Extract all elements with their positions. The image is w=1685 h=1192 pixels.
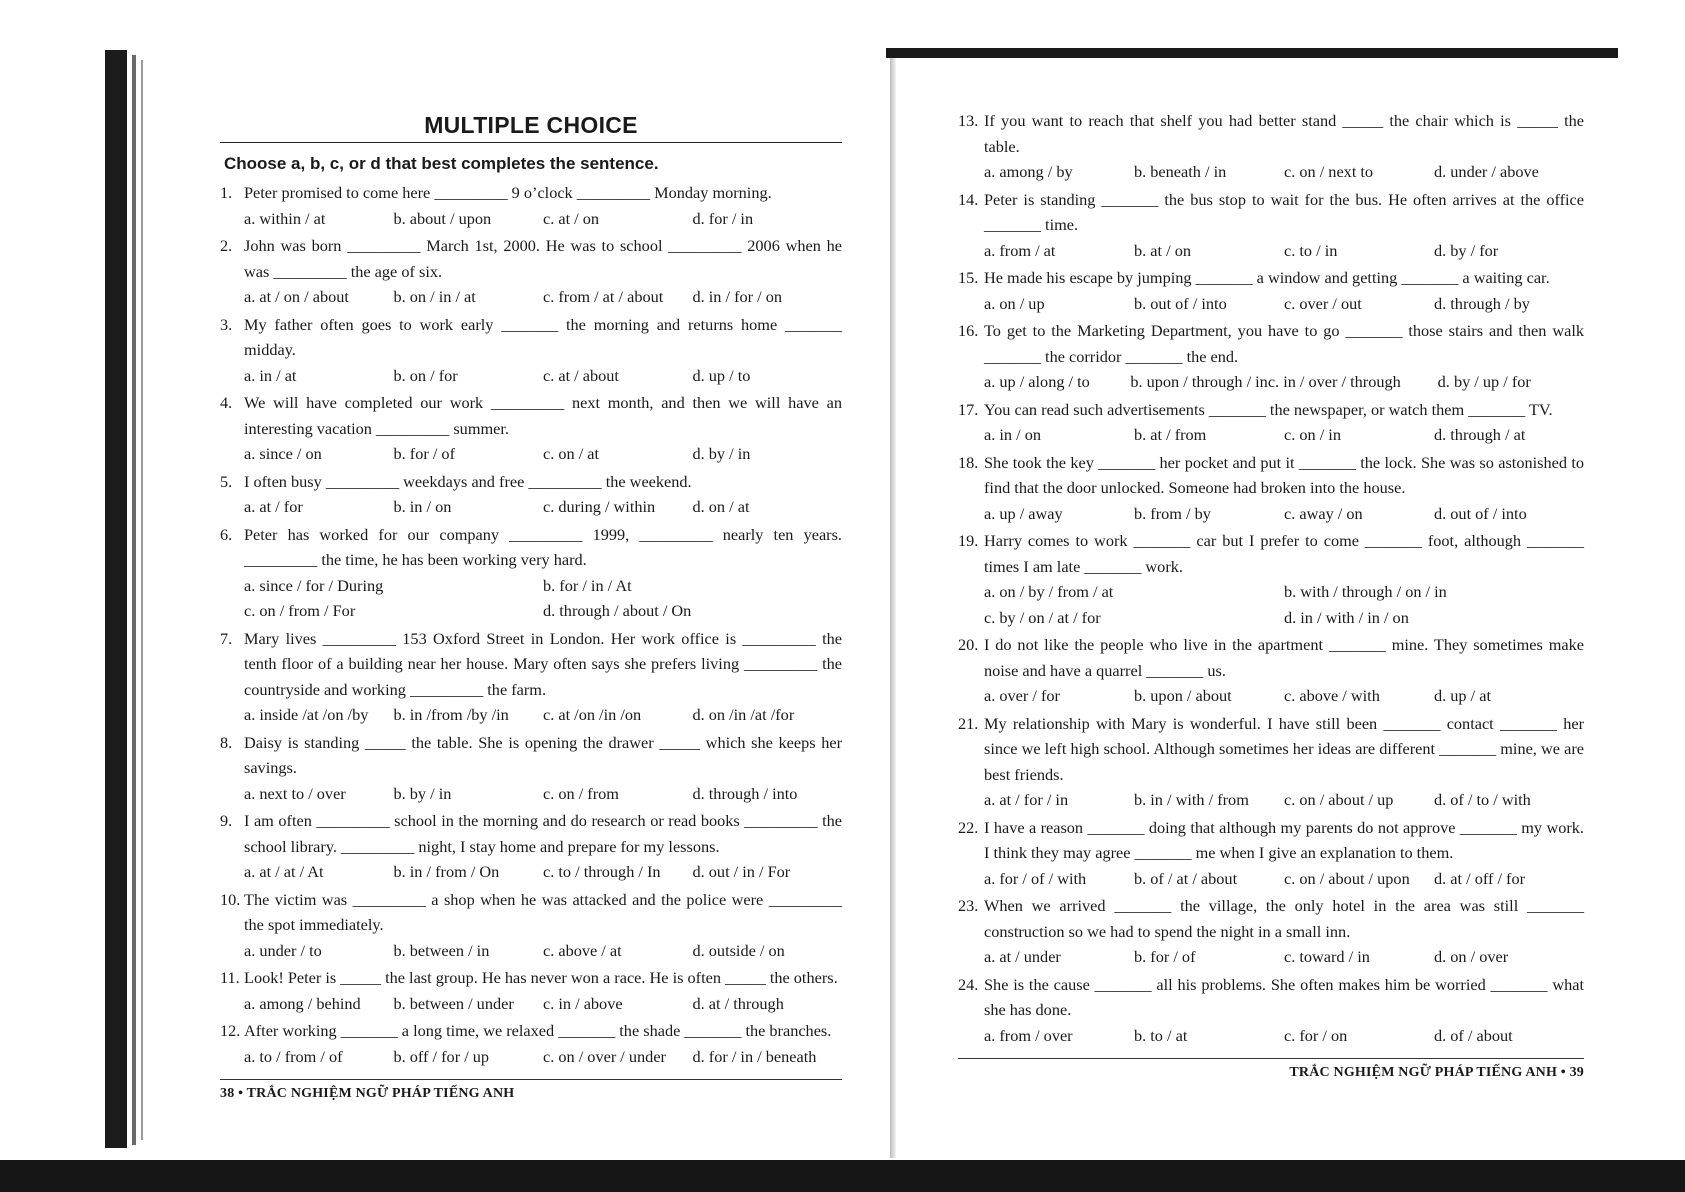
question-text: He made his escape by jumping _______ a window and getting _______ a waiting car. bbox=[984, 268, 1550, 287]
question-line bbox=[958, 711, 1584, 788]
answer-option: c. on / from bbox=[543, 783, 619, 803]
question-item bbox=[958, 632, 1584, 709]
question-text: She is the cause _______ all his problems. She often makes him be worried _______ what she has done. bbox=[984, 974, 1584, 1019]
scan-bottom-border bbox=[0, 1160, 1685, 1192]
answer-option: c. on / about / up bbox=[1284, 790, 1394, 809]
answer-option: a. among / by bbox=[984, 162, 1073, 181]
question-number: 12. bbox=[220, 1021, 241, 1040]
question-text: If you want to reach that shelf you had better stand _____ the chair which is _____ the table. bbox=[984, 111, 1584, 156]
question-number: 1. bbox=[220, 183, 233, 202]
answer-option: a. on / by / from / at bbox=[984, 582, 1114, 601]
question-number: 2. bbox=[220, 236, 233, 255]
answer-option: d. under / above bbox=[1434, 162, 1539, 181]
answer-option: c. on / next to bbox=[1284, 162, 1374, 181]
answer-option: a. up / along / to bbox=[984, 372, 1090, 391]
answer-options bbox=[958, 422, 1584, 448]
answer-option: b. with / through / on / in bbox=[1284, 582, 1447, 601]
answer-option: c. away / on bbox=[1284, 503, 1363, 523]
answer-option: d. for / in / beneath bbox=[692, 1046, 817, 1066]
page-footer-right: TRẮC NGHIỆM NGỮ PHÁP TIẾNG ANH • 39 bbox=[1289, 1065, 1584, 1080]
answer-option: b. between / under bbox=[393, 993, 514, 1013]
question-item bbox=[220, 965, 842, 1016]
answer-option: a. at / under bbox=[984, 947, 1061, 966]
answer-option: c. to / in bbox=[1284, 240, 1338, 260]
question-item bbox=[958, 893, 1584, 970]
answer-options bbox=[220, 284, 842, 310]
answer-option: b. from / by bbox=[1134, 503, 1211, 523]
answer-option: c. in / above bbox=[543, 993, 623, 1013]
answer-option: b. at / on bbox=[1134, 240, 1191, 260]
question-item bbox=[958, 265, 1584, 316]
question-line bbox=[958, 893, 1584, 944]
answer-option: b. upon / through / inc. in / over / through bbox=[1130, 372, 1401, 391]
question-item bbox=[220, 887, 842, 964]
answer-option: c. on / in bbox=[1284, 425, 1341, 444]
answer-options bbox=[220, 991, 842, 1017]
title-rule bbox=[220, 142, 842, 143]
answer-option: b. for / of bbox=[393, 444, 455, 463]
question-line bbox=[220, 887, 842, 938]
question-number: 16. bbox=[958, 321, 979, 340]
answer-option: a. since / for / During bbox=[244, 575, 384, 595]
answer-option: d. on /in /at /for bbox=[692, 705, 795, 724]
answer-option: a. since / on bbox=[244, 444, 322, 463]
question-number: 20. bbox=[958, 635, 979, 654]
question-text: My father often goes to work early _______ the morning and returns home _______ midday. bbox=[244, 314, 842, 359]
question-number: 5. bbox=[220, 471, 233, 491]
answer-option: c. above / with bbox=[1284, 686, 1380, 705]
answer-option: a. at / on / about bbox=[244, 287, 349, 306]
answer-option: d. at / through bbox=[692, 993, 784, 1013]
answer-option: d. by / up / for bbox=[1437, 372, 1531, 391]
answer-option: a. on / up bbox=[984, 293, 1045, 313]
question-text: You can read such advertisements _______ the newspaper, or watch them _______ TV. bbox=[984, 399, 1553, 419]
question-number: 11. bbox=[220, 968, 240, 987]
question-text: Peter is standing _______ the bus stop to wait for the bus. He often arrives at the office _______ time. bbox=[984, 189, 1584, 234]
question-line bbox=[958, 815, 1584, 866]
question-number: 7. bbox=[220, 628, 233, 648]
question-number: 13. bbox=[958, 111, 979, 130]
answer-option: c. over / out bbox=[1284, 293, 1362, 313]
answer-options bbox=[220, 363, 842, 389]
question-number: 15. bbox=[958, 268, 979, 287]
question-number: 19. bbox=[958, 531, 979, 550]
answer-option: c. at /on /in /on bbox=[543, 705, 642, 724]
question-number: 23. bbox=[958, 896, 979, 915]
answer-options bbox=[220, 859, 842, 885]
question-text: Daisy is standing _____ the table. She is opening the drawer _____ which she keeps her savings. bbox=[244, 732, 842, 777]
question-text: When we arrived _______ the village, the only hotel in the area was still _______ construction so we had to spend the night in a small inn. bbox=[984, 896, 1584, 941]
answer-option: d. of / to / with bbox=[1434, 790, 1531, 809]
answer-options bbox=[958, 159, 1584, 185]
right-page-gutter bbox=[890, 58, 896, 1158]
answer-options bbox=[220, 1044, 842, 1070]
question-line bbox=[220, 965, 842, 991]
answer-option: b. in / from / On bbox=[393, 862, 500, 881]
answer-options bbox=[220, 441, 842, 467]
question-line bbox=[958, 265, 1584, 291]
answer-option: d. for / in bbox=[692, 208, 754, 228]
book-binding-edge-light bbox=[141, 60, 143, 1140]
answer-option: d. up / at bbox=[1434, 686, 1491, 705]
question-number: 4. bbox=[220, 393, 233, 412]
answer-option: a. from / at bbox=[984, 240, 1056, 260]
question-text: To get to the Marketing Department, you have to go _______ those stairs and then walk _______ the corridor _______ the end. bbox=[984, 321, 1584, 366]
question-text: Harry comes to work _______ car but I prefer to come _______ foot, although _______ times I am late _______ work. bbox=[984, 531, 1584, 576]
question-item bbox=[958, 528, 1584, 630]
answer-options bbox=[220, 206, 842, 232]
answer-option: a. to / from / of bbox=[244, 1046, 343, 1066]
answer-option: b. upon / about bbox=[1134, 686, 1232, 705]
question-item bbox=[220, 1018, 842, 1069]
answer-options bbox=[958, 238, 1584, 264]
question-item bbox=[220, 730, 842, 807]
question-text: I am often _________ school in the morning and do research or read books _________ the school library. _________ night, I stay home and prepare for my lessons. bbox=[244, 811, 842, 856]
answer-option: b. for / of bbox=[1134, 947, 1196, 966]
question-line bbox=[958, 397, 1584, 423]
answer-option: a. at / at / At bbox=[244, 862, 324, 881]
answer-option: d. through / at bbox=[1434, 425, 1526, 444]
question-text: I have a reason _______ doing that although my parents do not approve _______ my work. I think they may agree _______ me when I give an explanation to them. bbox=[984, 817, 1584, 862]
question-text: Look! Peter is _____ the last group. He has never won a race. He is often _____ the others. bbox=[244, 968, 838, 987]
question-text: My relationship with Mary is wonderful. I have still been _______ contact _______ her since we left high school. Although sometimes her ideas are different _______ mine, we are best friends. bbox=[984, 713, 1584, 784]
answer-option: b. at / from bbox=[1134, 425, 1207, 444]
answer-option: a. from / over bbox=[984, 1025, 1073, 1045]
question-number: 14. bbox=[958, 189, 979, 209]
answer-option: d. on / at bbox=[692, 497, 750, 516]
answer-option: c. on / from / For bbox=[244, 601, 356, 620]
answer-options bbox=[220, 494, 842, 520]
answer-option: a. over / for bbox=[984, 686, 1060, 705]
question-item bbox=[958, 108, 1584, 185]
answer-options bbox=[958, 1023, 1584, 1049]
question-number: 21. bbox=[958, 713, 979, 733]
answer-option: c. by / on / at / for bbox=[984, 607, 1101, 627]
answer-option: c. at / about bbox=[543, 365, 619, 385]
answer-option: a. for / of / with bbox=[984, 868, 1087, 888]
question-line bbox=[220, 730, 842, 781]
answer-option: a. under / to bbox=[244, 940, 322, 960]
answer-option: d. in / for / on bbox=[692, 287, 783, 306]
question-text: John was born _________ March 1st, 2000. He was to school _________ 2006 when he was _________ the age of six. bbox=[244, 236, 842, 281]
question-text: We will have completed our work _________ next month, and then we will have an interesting vacation _________ summer. bbox=[244, 393, 842, 438]
question-item bbox=[958, 450, 1584, 527]
question-item bbox=[958, 711, 1584, 813]
answer-options bbox=[958, 579, 1584, 630]
answer-options bbox=[958, 787, 1584, 813]
answer-option: d. through / into bbox=[692, 783, 798, 803]
question-item bbox=[958, 187, 1584, 264]
answer-option: c. toward / in bbox=[1284, 947, 1370, 966]
answer-option: c. at / on bbox=[543, 208, 600, 228]
question-line bbox=[958, 450, 1584, 501]
question-item bbox=[958, 972, 1584, 1049]
answer-options bbox=[220, 573, 842, 624]
question-text: Mary lives _________ 153 Oxford Street in London. Her work office is _________ the tenth floor of a building near her house. Mary often says she prefers living _________ the countryside and working _________ the farm. bbox=[244, 628, 842, 699]
question-number: 18. bbox=[958, 452, 979, 472]
question-item bbox=[220, 390, 842, 467]
answer-option: b. to / at bbox=[1134, 1025, 1188, 1045]
question-item bbox=[220, 626, 842, 728]
answer-option: c. to / through / In bbox=[543, 862, 661, 881]
answer-options bbox=[958, 369, 1584, 395]
question-line bbox=[958, 318, 1584, 369]
question-line bbox=[220, 808, 842, 859]
answer-option: c. on / over / under bbox=[543, 1046, 666, 1066]
question-line bbox=[220, 312, 842, 363]
answer-option: b. in / on bbox=[393, 497, 452, 516]
answer-option: d. on / over bbox=[1434, 947, 1509, 966]
question-line bbox=[958, 187, 1584, 238]
answer-option: b. on / for bbox=[393, 365, 458, 385]
answer-options bbox=[958, 683, 1584, 709]
question-list-left bbox=[220, 180, 842, 1069]
answer-option: b. in /from /by /in bbox=[393, 705, 509, 724]
answer-option: a. in / at bbox=[244, 365, 297, 385]
question-item bbox=[220, 522, 842, 624]
question-line bbox=[958, 528, 1584, 579]
question-number: 8. bbox=[220, 732, 233, 752]
question-line bbox=[958, 632, 1584, 683]
answer-option: a. within / at bbox=[244, 208, 326, 228]
question-number: 22. bbox=[958, 817, 979, 837]
answer-options bbox=[220, 702, 842, 728]
answer-option: b. out of / into bbox=[1134, 293, 1227, 313]
question-line bbox=[220, 626, 842, 703]
answer-options bbox=[958, 501, 1584, 527]
answer-option: b. off / for / up bbox=[393, 1046, 490, 1066]
answer-option: c. during / within bbox=[543, 497, 656, 516]
book-binding-shadow bbox=[105, 50, 127, 1148]
question-item bbox=[958, 318, 1584, 395]
answer-option: a. inside /at /on /by bbox=[244, 705, 369, 724]
answer-option: d. outside / on bbox=[692, 940, 785, 960]
question-number: 10. bbox=[220, 889, 241, 909]
answer-option: b. beneath / in bbox=[1134, 162, 1227, 181]
answer-option: a. at / for / in bbox=[984, 790, 1069, 809]
footer-rule-right bbox=[958, 1058, 1584, 1059]
page-title: MULTIPLE CHOICE bbox=[424, 112, 638, 138]
answer-option: c. for / on bbox=[1284, 1025, 1348, 1045]
answer-option: b. of / at / about bbox=[1134, 868, 1238, 888]
answer-option: a. next to / over bbox=[244, 783, 346, 803]
answer-options bbox=[958, 944, 1584, 970]
answer-option: a. among / behind bbox=[244, 993, 361, 1013]
answer-option: d. at / off / for bbox=[1434, 868, 1526, 888]
question-number: 3. bbox=[220, 314, 233, 334]
question-line bbox=[220, 233, 842, 284]
answer-option: c. on / about / upon bbox=[1284, 868, 1410, 888]
answer-option: d. through / about / On bbox=[543, 601, 692, 620]
question-item bbox=[220, 233, 842, 310]
question-item bbox=[220, 180, 842, 231]
question-line bbox=[220, 1018, 842, 1044]
answer-option: a. up / away bbox=[984, 503, 1063, 523]
question-line bbox=[220, 180, 842, 206]
answer-options bbox=[958, 866, 1584, 892]
page-footer-left: 38 • TRẮC NGHIỆM NGỮ PHÁP TIẾNG ANH bbox=[220, 1086, 515, 1101]
answer-option: d. through / by bbox=[1434, 293, 1530, 313]
footer-rule-left bbox=[220, 1079, 842, 1080]
answer-option: c. on / at bbox=[543, 444, 600, 463]
question-item bbox=[220, 808, 842, 885]
answer-option: d. out / in / For bbox=[692, 862, 791, 881]
answer-option: a. at / for bbox=[244, 497, 303, 516]
instruction: Choose a, b, c, or d that best completes the sentence. bbox=[224, 154, 659, 173]
question-line bbox=[958, 108, 1584, 159]
question-text: She took the key _______ her pocket and put it _______ the lock. She was so astonished to find that the door unlocked. Someone had broken into the house. bbox=[984, 452, 1584, 497]
answer-option: b. about / upon bbox=[393, 208, 492, 228]
question-number: 6. bbox=[220, 524, 233, 544]
question-list-right bbox=[958, 108, 1584, 1048]
question-line bbox=[220, 390, 842, 441]
answer-options bbox=[220, 938, 842, 964]
right-page-top-edge bbox=[886, 48, 1618, 58]
question-text: I often busy _________ weekdays and free _________ the weekend. bbox=[244, 471, 692, 491]
left-page bbox=[220, 100, 842, 1102]
question-item bbox=[220, 469, 842, 520]
answer-option: d. by / in bbox=[692, 444, 751, 463]
answer-option: b. by / in bbox=[393, 783, 452, 803]
answer-option: b. between / in bbox=[393, 940, 490, 960]
question-text: The victim was _________ a shop when he was attacked and the police were _________ the spot immediately. bbox=[244, 889, 842, 934]
answer-option: c. from / at / about bbox=[543, 287, 664, 306]
question-text: After working _______ a long time, we relaxed _______ the shade _______ the branches. bbox=[244, 1021, 832, 1040]
question-number: 24. bbox=[958, 974, 979, 994]
answer-option: c. above / at bbox=[543, 940, 622, 960]
question-line bbox=[958, 972, 1584, 1023]
question-line bbox=[220, 522, 842, 573]
answer-option: b. on / in / at bbox=[393, 287, 476, 306]
answer-options bbox=[958, 291, 1584, 317]
answer-option: b. in / with / from bbox=[1134, 790, 1249, 809]
right-page bbox=[958, 108, 1584, 1081]
answer-option: d. by / for bbox=[1434, 240, 1499, 260]
book-binding-edge bbox=[132, 55, 136, 1145]
question-number: 9. bbox=[220, 811, 233, 830]
answer-options bbox=[220, 781, 842, 807]
answer-option: d. up / to bbox=[692, 365, 751, 385]
question-number: 17. bbox=[958, 399, 979, 419]
question-item bbox=[220, 312, 842, 389]
question-text: Peter has worked for our company _________ 1999, _________ nearly ten years. _________ the time, he has been working very hard. bbox=[244, 524, 842, 569]
answer-option: a. in / on bbox=[984, 425, 1041, 444]
question-text: Peter promised to come here _________ 9 o’clock _________ Monday morning. bbox=[244, 183, 772, 202]
answer-option: b. for / in / At bbox=[543, 575, 632, 595]
question-line bbox=[220, 469, 842, 495]
answer-option: d. in / with / in / on bbox=[1284, 607, 1409, 627]
answer-option: d. out of / into bbox=[1434, 503, 1527, 523]
answer-option: d. of / about bbox=[1434, 1025, 1513, 1045]
question-item bbox=[958, 397, 1584, 448]
question-text: I do not like the people who live in the apartment _______ mine. They sometimes make noise and have a quarrel _______ us. bbox=[984, 635, 1584, 680]
question-item bbox=[958, 815, 1584, 892]
